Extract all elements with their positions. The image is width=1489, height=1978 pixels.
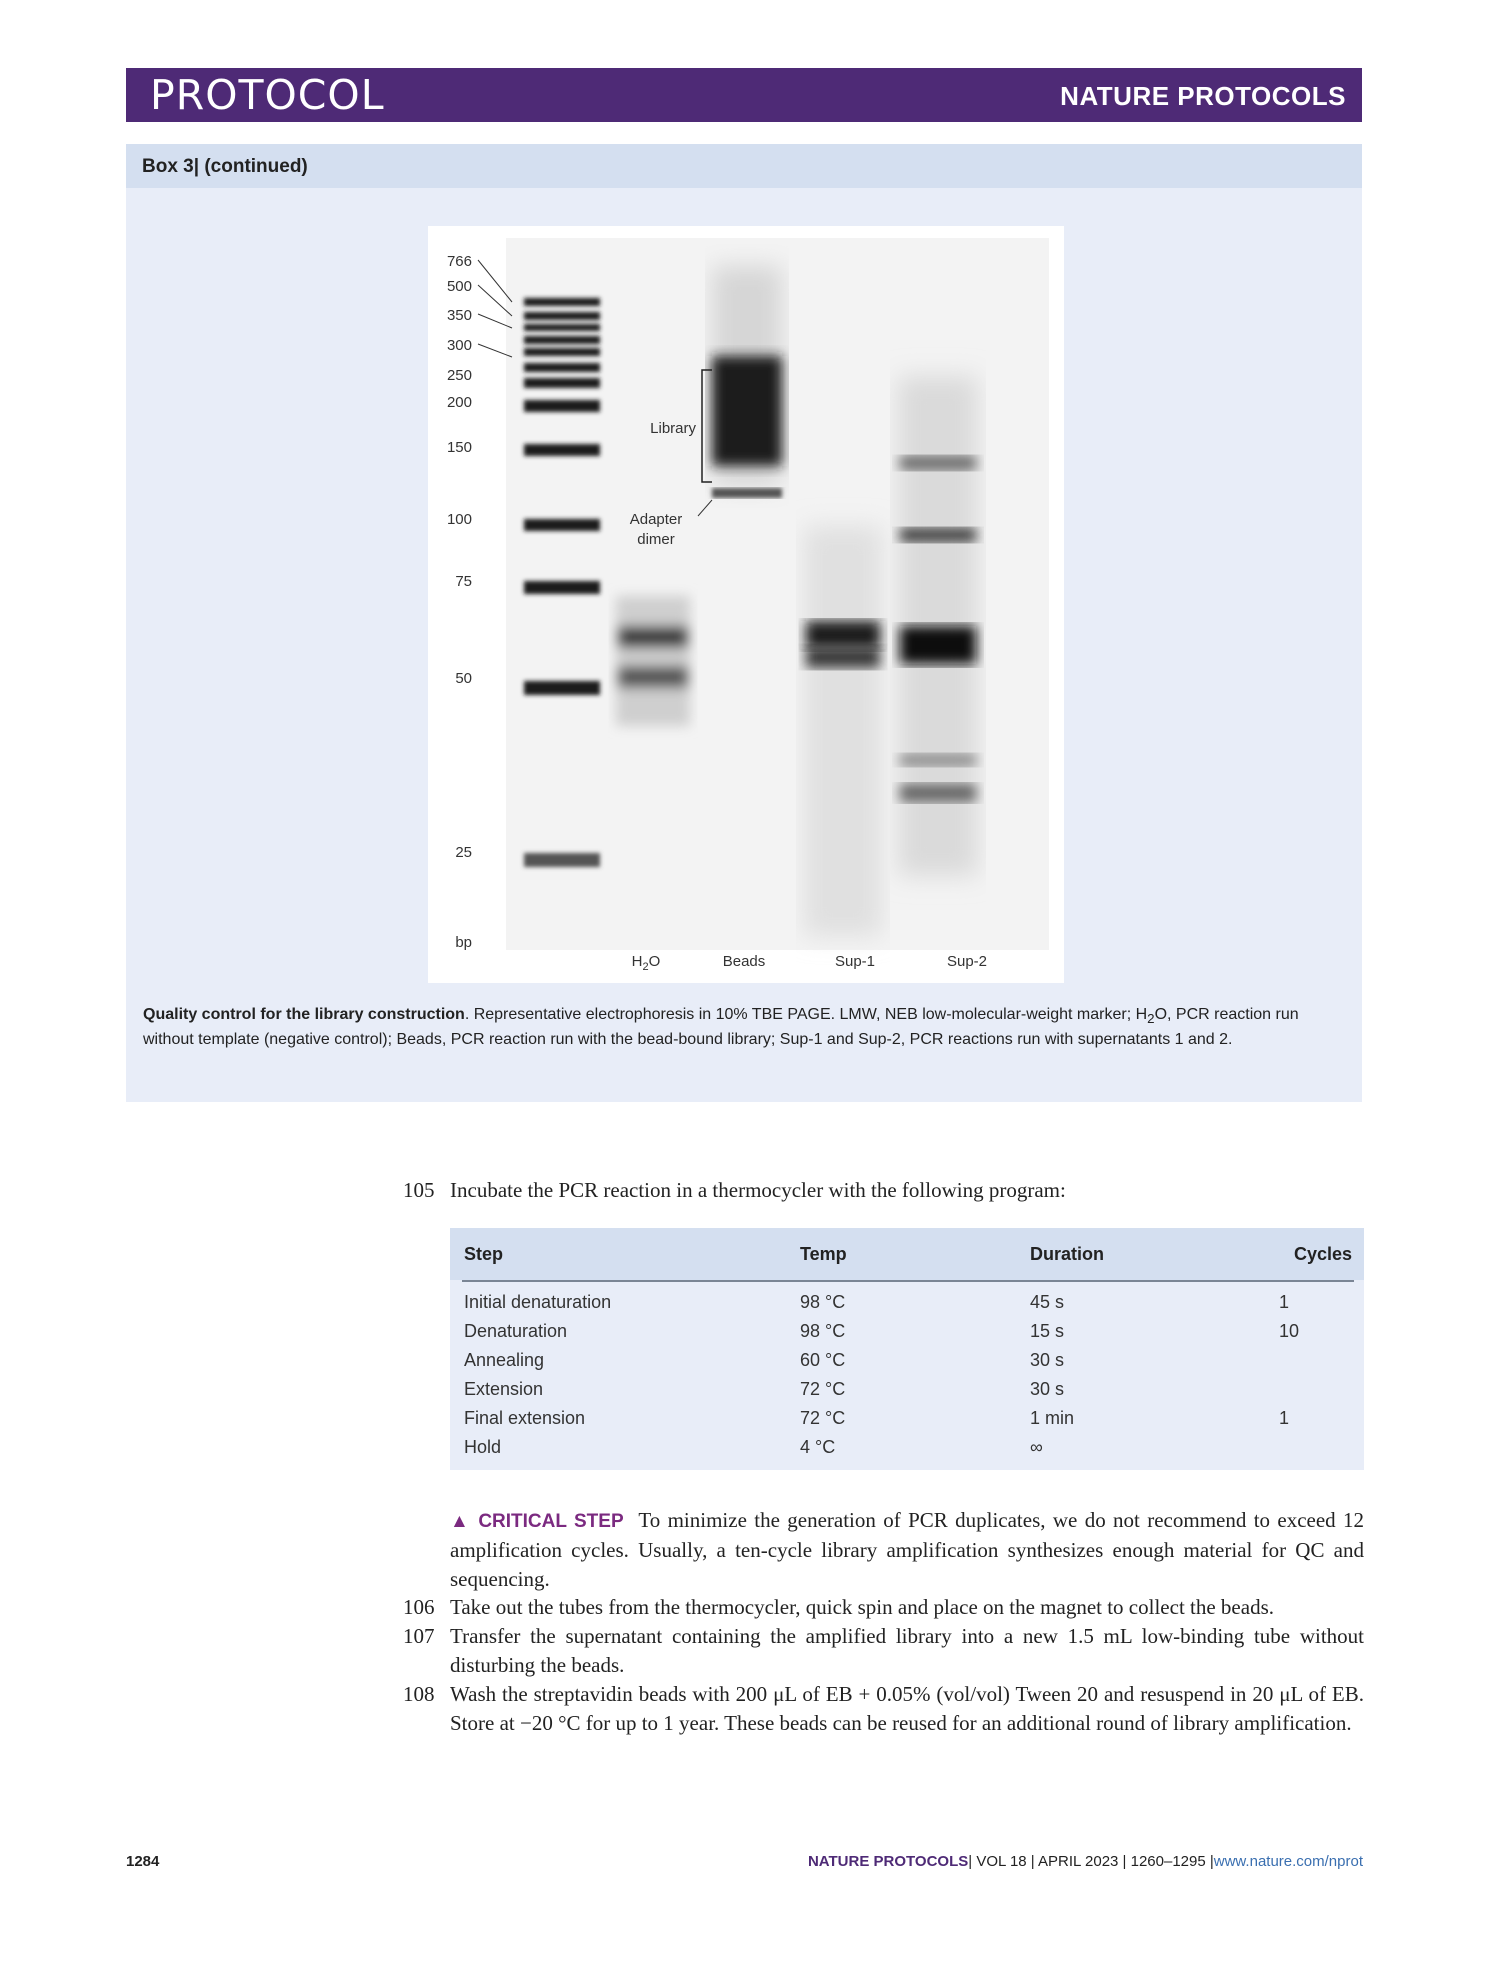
journal-name: NATURE PROTOCOLS: [1060, 81, 1346, 111]
gel-image: [428, 226, 1064, 983]
thermocycler-table: [450, 1228, 1364, 1470]
footer-journal: NATURE PROTOCOLS: [807, 1853, 969, 1870]
ladder-labels: [447, 253, 472, 951]
cell-step: Hold: [464, 1437, 502, 1457]
step-text-107: Transfer the supernatant containing the amplified library into a new 1.5 mL low-binding tube without disturbing the beads.: [450, 1624, 1364, 1677]
table-rule: [462, 1280, 1354, 1282]
ladder-label: 25: [455, 844, 472, 861]
caption-text-a: . Representative electrophoresis in 10% TBE PAGE. LMW, NEB low-molecular-weight marker; H: [464, 1006, 1148, 1023]
ladder-label: 500: [446, 278, 472, 295]
cell-temp: 60 °C: [800, 1350, 846, 1370]
ladder-label: 766: [446, 253, 472, 270]
cell-cycles: 1: [1279, 1292, 1290, 1312]
ladder-label: 300: [446, 337, 472, 354]
caption-title: Quality control for the library construction: [143, 1006, 465, 1023]
h2o-lane: [616, 596, 690, 726]
cell-step: Annealing: [464, 1350, 545, 1370]
footer-details: | VOL 18 | APRIL 2023 | 1260–1295 |: [968, 1853, 1214, 1870]
cell-duration: 45 s: [1030, 1292, 1065, 1312]
section-label: PROTOCOL: [150, 71, 385, 119]
step-number-105: 105: [403, 1178, 435, 1202]
warning-triangle-icon: ▲: [450, 1511, 471, 1532]
footer-url-link[interactable]: www.nature.com/nprot: [1213, 1853, 1363, 1870]
ladder-label: bp: [455, 934, 472, 951]
cell-duration: 30 s: [1030, 1379, 1065, 1399]
ladder-label: 50: [455, 670, 472, 687]
cell-duration: 30 s: [1030, 1350, 1065, 1370]
step-number-107: 107: [403, 1624, 435, 1648]
lane-labels: [632, 953, 987, 973]
critical-step-label: ▲ CRITICAL STEP: [450, 1511, 624, 1532]
step-text-106: Take out the tubes from the thermocycler, quick spin and place on the magnet to collect the beads.: [450, 1595, 1274, 1619]
cell-temp: 72 °C: [800, 1379, 846, 1399]
cell-cycles: 10: [1279, 1321, 1300, 1341]
lane-label-sup1: Sup-1: [834, 953, 876, 970]
cell-step: Initial denaturation: [464, 1292, 612, 1312]
caption-text-b: O, PCR reaction run without template (negative control); Beads, PCR reaction run with the bead-bound library; Sup-1 and Sup-2, PCR reactions run with supernatants 1 and 2.: [143, 1006, 1299, 1049]
header-banner: [126, 68, 1362, 122]
cell-cycles: 1: [1279, 1408, 1290, 1428]
step-number-106: 106: [403, 1595, 435, 1619]
journal-footer: [808, 1853, 1363, 1870]
ladder-label: 150: [446, 439, 472, 456]
sup1-lane: [804, 526, 882, 936]
cell-duration: 1 min: [1030, 1408, 1075, 1428]
step-number-108: 108: [403, 1682, 435, 1706]
ladder-label: 75: [455, 573, 472, 590]
beads-lane: [712, 266, 782, 498]
page-number: 1284: [126, 1853, 160, 1870]
cell-step: Denaturation: [464, 1321, 568, 1341]
cell-duration: ∞: [1030, 1437, 1043, 1457]
cell-temp: 98 °C: [800, 1321, 846, 1341]
lane-label-beads: Beads: [722, 953, 766, 970]
cell-temp: 4 °C: [800, 1437, 836, 1457]
lane-label-h2o: $H_2O$: [631, 953, 661, 973]
cell-step: Extension: [464, 1379, 544, 1399]
step-text-105: Incubate the PCR reaction in a thermocycler with the following program:: [450, 1178, 1066, 1202]
gel-figure: [428, 226, 1064, 983]
figure-caption: [143, 1004, 1349, 1050]
ladder-label: 350: [446, 307, 472, 324]
header-duration: Duration: [1030, 1244, 1104, 1264]
ladder-label: 250: [446, 367, 472, 384]
header-temp: Temp: [800, 1244, 847, 1264]
adapter-label-2: dimer: [637, 531, 675, 548]
cell-temp: 72 °C: [800, 1408, 846, 1428]
table-header: [450, 1228, 1364, 1280]
critical-step-paragraph: [450, 1506, 1364, 1594]
lane-label-sup2: Sup-2: [946, 953, 988, 970]
library-label: Library: [650, 420, 696, 437]
header-cycles: Cycles: [1293, 1244, 1352, 1264]
box-title: Box 3| (continued): [142, 156, 308, 177]
sup2-lane: [898, 376, 978, 876]
cell-step: Final extension: [464, 1408, 586, 1428]
header-step: Step: [464, 1244, 504, 1264]
ladder-label: 200: [446, 394, 472, 411]
caption-sub: 2: [1147, 1011, 1155, 1027]
adapter-label-1: Adapter: [629, 511, 683, 528]
box-header: [126, 144, 1362, 188]
cell-duration: 15 s: [1030, 1321, 1065, 1341]
cell-temp: 98 °C: [800, 1292, 846, 1312]
step-text-108: Wash the streptavidin beads with 200 μL of EB + 0.05% (vol/vol) Tween 20 and resuspend in 20 μL of EB. Store at −20 °C for up to 1 year. These beads can be reused for an additional round of library amplification.: [450, 1682, 1364, 1735]
ladder-label: 100: [446, 511, 472, 528]
critical-step-text: To minimize the generation of PCR duplicates, we do not recommend to exceed 12 amplification cycles. Usually, a ten-cycle library amplification synthesizes enough material for QC and sequencing.: [450, 1508, 1365, 1591]
